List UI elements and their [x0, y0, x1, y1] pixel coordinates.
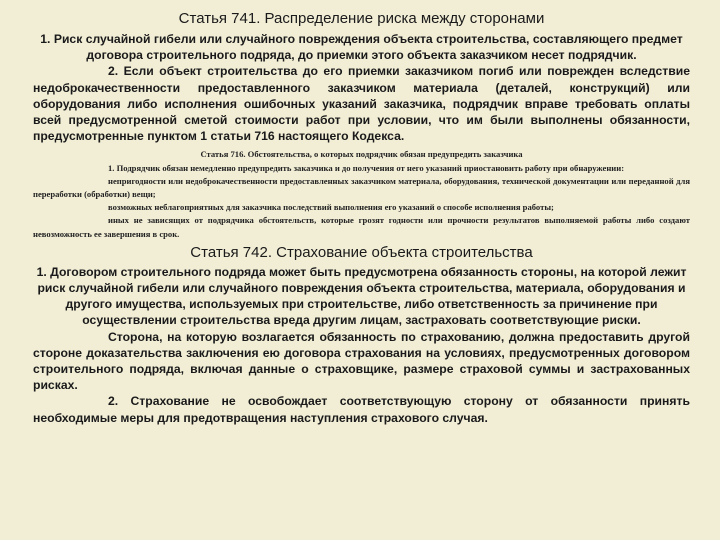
article-716-paragraph-3: возможных неблагоприятных для заказчика последствий выполнения его указаний о способе исполнения работы;	[108, 202, 554, 213]
article-716-paragraph-4: иных не зависящих от подрядчика обстоятельств, которые грозят годности или прочности результатов выполняемой работы либо создают невозможность ее завершения в срок.	[33, 215, 690, 239]
article-742-paragraph-2: Сторона, на которую возлагается обязанность по страхованию, должна предоставить другой стороне доказательства заключения ею договора страхования на условиях, предусмотренных договором строительного подряда, включая данные о страховщике, размере страховой суммы и застрахованных рисках.	[33, 329, 690, 393]
article-716-title: Статья 716. Обстоятельства, о которых подрядчик обязан предупредить заказчика	[200, 149, 523, 160]
article-742-title: Статья 742. Страхование объекта строительства	[190, 243, 533, 261]
article-741-paragraph-2: 2. Если объект строительства до его приемки заказчиком погиб или поврежден вследствие недоброкачественности предоставленного заказчиком материала (деталей, конструкций) или оборудования либо исполнения ошибочных указаний заказчика, подрядчик вправе требовать оплаты всей предусмотренной сметой стоимости работ при условии, что им были выполнены обязанности, предусмотренные пунктом 1 статьи 716 настоящего Кодекса.	[33, 64, 690, 144]
article-716-paragraph-2: непригодности или недоброкачественности предоставленных заказчиком материала, оборудования, технической документации или переданной для переработки (обработки) вещи;	[33, 175, 690, 200]
article-742-paragraph-1: 1. Договором строительного подряда может быть предусмотрена обязанность стороны, на которой лежит риск случайной гибели или случайного повреждения объекта строительства, материала, оборудования и другого имущества, используемых при строительстве, либо ответственность за причинение при осуществлении строительства вреда другим лицам, застраховать соответствующие риски.	[36, 264, 687, 328]
article-716-paragraph-1: 1. Подрядчик обязан немедленно предупредить заказчика и до получения от него указаний приостановить работу при обнаружении:	[108, 162, 625, 173]
article-742-paragraph-3: 2. Страхование не освобождает соответствующую сторону от обязанности принять необходимые меры для предотвращения наступления страхового случая.	[33, 394, 690, 425]
article-741-title: Статья 741. Распределение риска между сторонами	[178, 10, 545, 27]
article-741-paragraph-1: 1. Риск случайной гибели или случайного повреждения объекта строительства, составляющего предмет договора строительного подряда, до приемки этого объекта заказчиком несет подрядчик.	[40, 32, 683, 63]
